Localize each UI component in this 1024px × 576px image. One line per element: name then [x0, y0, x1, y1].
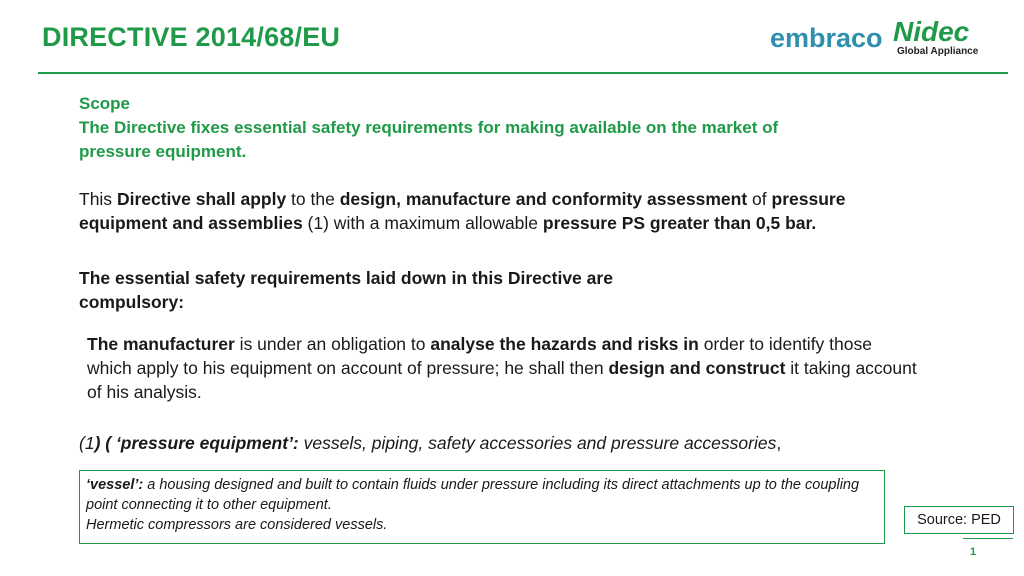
vessel-definition-box: [79, 470, 885, 544]
manufacturer-bold: analyse the hazards and risks in: [430, 334, 699, 354]
manufacturer-paragraph: [87, 332, 917, 404]
manufacturer-bold: The manufacturer: [87, 334, 235, 354]
apply-text: of: [747, 189, 772, 209]
apply-bold: Directive shall apply: [116, 189, 287, 209]
apply-bold: pressure equipment and assemblies: [79, 189, 846, 233]
header-divider: [38, 72, 1008, 74]
footnote-bold: ) ( ‘pressure equipment’:: [94, 433, 299, 453]
apply-bold: design, manufacture and conformity assessment: [339, 189, 748, 209]
manufacturer-text: is under an obligation to: [234, 334, 431, 354]
embraco-logo: [770, 20, 885, 56]
page-number-divider: [963, 538, 1013, 539]
footnote: [79, 431, 781, 455]
page-number: 1: [970, 546, 977, 558]
source-label: Source: PED: [904, 506, 1014, 534]
footnote-text: vessels, piping, safety accessories and pressure accessories: [298, 433, 777, 453]
vessel-note: Hermetic compressors are considered vessels.: [86, 517, 388, 533]
nidec-subtitle: Global Appliance: [897, 46, 979, 57]
vessel-term: ‘vessel’:: [86, 477, 144, 493]
nidec-logo: [893, 16, 993, 46]
scope-heading: Scope: [79, 94, 131, 113]
nidec-logo-text: Nidec: [893, 16, 970, 46]
manufacturer-bold: design and construct: [608, 358, 786, 378]
apply-text: to the: [286, 189, 340, 209]
manufacturer-text: it taking account of his analysis.: [87, 358, 917, 402]
essential-requirements: The essential safety requirements laid down in this Directive are compulsory:: [79, 268, 613, 312]
vessel-definition: a housing designed and built to contain fluids under pressure including its direct attachments up to the coupling point connecting it to other equipment.: [86, 477, 860, 513]
scope-text: The Directive fixes essential safety requirements for making available on the market of pressure equipment.: [79, 118, 779, 161]
apply-text: (1) with a maximum allowable: [302, 213, 543, 233]
apply-paragraph: [79, 187, 879, 235]
manufacturer-text: order to identify those which apply to his equipment on account of pressure; he shall then: [87, 334, 872, 378]
apply-text: This: [79, 189, 117, 209]
footnote-text: ,: [776, 433, 782, 453]
footnote-text: (1: [79, 433, 95, 453]
apply-bold: pressure PS greater than 0,5 bar.: [542, 213, 817, 233]
embraco-logo-text: embraco: [770, 23, 883, 53]
page-title: DIRECTIVE 2014/68/EU: [42, 22, 341, 52]
